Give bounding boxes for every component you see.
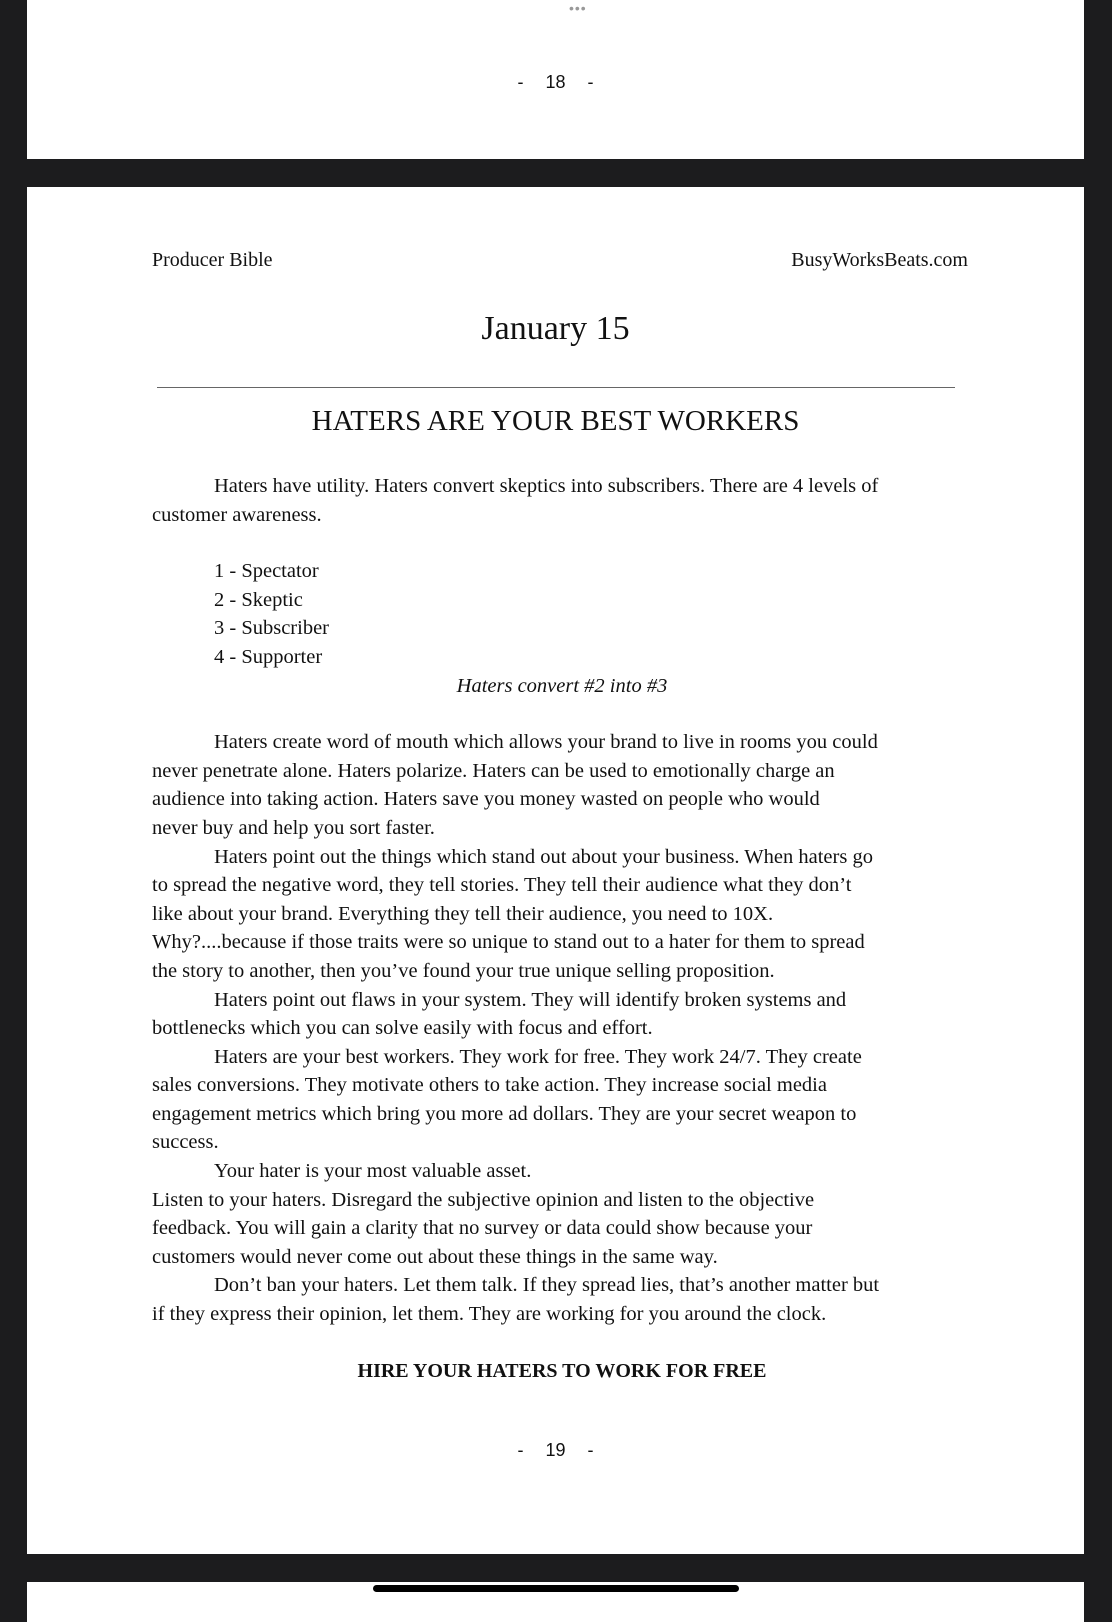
paragraph-line: success. (152, 1131, 219, 1154)
body-text (152, 472, 972, 1385)
page-19 (27, 187, 1084, 1554)
paragraph-line: engagement metrics which bring you more ad dollars. They are your secret weapon to (152, 1102, 857, 1125)
page-18 (27, 0, 1084, 159)
paragraph-line: never buy and help you sort faster. (152, 816, 435, 839)
home-indicator[interactable] (373, 1585, 739, 1592)
intro-line: Haters have utility. Haters convert skeptics into subscribers. There are 4 levels of (214, 475, 879, 497)
date-title: January 15 (481, 310, 630, 347)
ellipsis-icon[interactable]: ••• (569, 0, 587, 16)
chapter-heading: HATERS ARE YOUR BEST WORKERS (311, 405, 800, 437)
paragraph-line: Your hater is your most valuable asset. (214, 1160, 532, 1183)
awareness-level-item: 4 - Supporter (214, 645, 323, 668)
paragraph-line: to spread the negative word, they tell stories. They tell their audience what they don’t (152, 874, 852, 897)
awareness-level-item: 1 - Spectator (214, 560, 319, 583)
intro-line: customer awareness. (152, 503, 322, 526)
levels-note: Haters convert #2 into #3 (456, 674, 668, 697)
running-header-left: Producer Bible (152, 249, 273, 271)
divider (157, 387, 955, 388)
paragraph-line: Haters point out flaws in your system. They will identify broken systems and (214, 988, 847, 1011)
page-number: - 18 - (517, 72, 594, 92)
paragraph-line: Listen to your haters. Disregard the subjective opinion and listen to the objective (152, 1188, 815, 1211)
paragraph-line: customers would never come out about these things in the same way. (152, 1245, 718, 1268)
page-number-text: 18 (545, 72, 566, 92)
paragraph-line: Why?....because if those traits were so unique to stand out to a hater for them to spread (152, 931, 865, 954)
paragraph-line: sales conversions. They motivate others to take action. They increase social media (152, 1074, 827, 1097)
paragraph-line: Haters create word of mouth which allows your brand to live in rooms you could (214, 731, 878, 754)
paragraph-line: like about your brand. Everything they tell their audience, you need to 10X. (152, 902, 774, 925)
paragraph-line: audience into taking action. Haters save you money wasted on people who would (152, 788, 820, 811)
paragraph-line: never penetrate alone. Haters polarize. Haters can be used to emotionally charge an (152, 759, 835, 782)
awareness-level-item: 3 - Subscriber (214, 617, 330, 640)
closing-statement: HIRE YOUR HATERS TO WORK FOR FREE (357, 1359, 767, 1382)
paragraph-line: Haters are your best workers. They work for free. They work 24/7. They create (214, 1045, 862, 1068)
paragraph-line: bottlenecks which you can solve easily with focus and effort. (152, 1017, 653, 1040)
page-number-text: 19 (545, 1440, 566, 1460)
paragraph-line: if they express their opinion, let them. They are working for you around the clock. (152, 1303, 827, 1326)
paragraph-line: the story to another, then you’ve found your true unique selling proposition. (152, 959, 775, 982)
paragraph-line: Don’t ban your haters. Let them talk. If they spread lies, that’s another matter but (214, 1274, 880, 1297)
page-number: - 19 - (517, 1440, 594, 1460)
running-header-right: BusyWorksBeats.com (791, 249, 968, 271)
awareness-level-item: 2 - Skeptic (214, 588, 303, 611)
paragraph-line: feedback. You will gain a clarity that no survey or data could show because your (152, 1217, 813, 1240)
paragraph-line: Haters point out the things which stand out about your business. When haters go (214, 845, 873, 868)
